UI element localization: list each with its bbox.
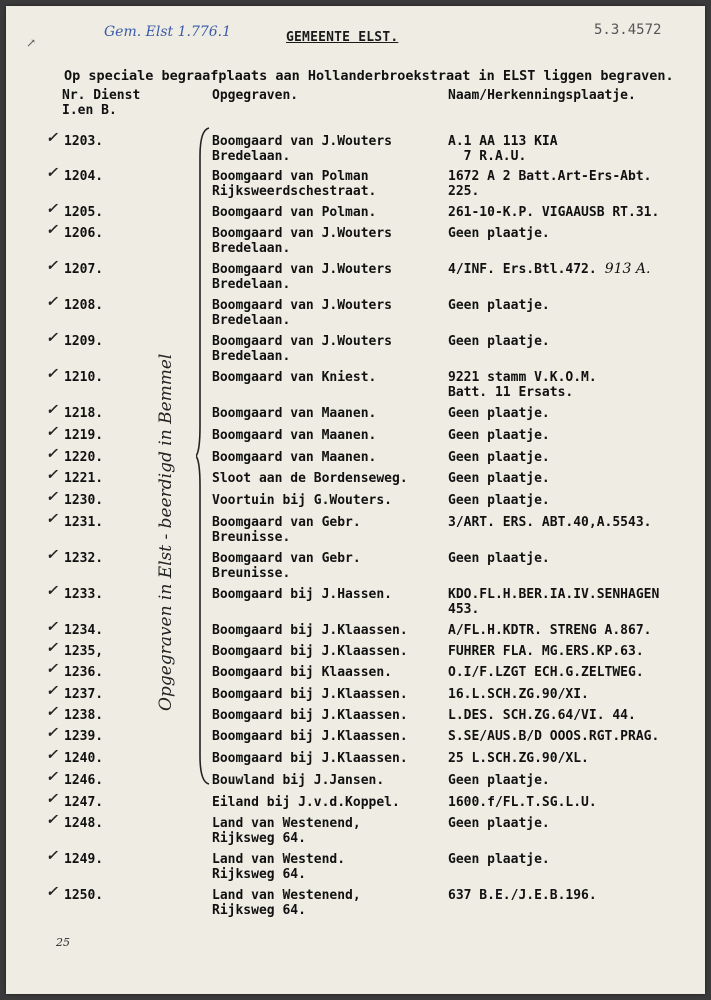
service-number: 1249. <box>64 852 104 867</box>
checkmark-icon: ✓ <box>46 402 58 418</box>
checkmark-icon: ✓ <box>46 222 58 238</box>
service-number: 1236. <box>64 665 104 680</box>
service-number: 1209. <box>64 334 104 349</box>
exhumation-location: Bouwland bij J.Jansen. <box>212 773 385 788</box>
subtitle: Op speciale begraafplaats aan Hollanderbroekstraat in ELST liggen begraven. <box>64 68 674 84</box>
checkmark-icon: ✓ <box>46 769 58 785</box>
identification-tag: Geen plaatje. <box>448 493 550 508</box>
checkmark-icon: ✓ <box>46 446 58 462</box>
identification-tag: KDO.FL.H.BER.IA.IV.SENHAGEN 453. <box>448 587 660 617</box>
checkmark-icon: ✓ <box>46 489 58 505</box>
checkmark-icon: ✓ <box>46 619 58 635</box>
exhumation-location: Boomgaard van Polman. <box>212 205 377 220</box>
exhumation-location: Boomgaard bij J.Klaassen. <box>212 687 408 702</box>
exhumation-location: Boomgaard bij J.Klaassen. <box>212 644 408 659</box>
service-number: 1221. <box>64 471 104 486</box>
service-number: 1203. <box>64 134 104 149</box>
checkmark-icon: ✓ <box>46 424 58 440</box>
page-footnote: 25 <box>56 936 70 949</box>
identification-tag: 25 L.SCH.ZG.90/XL. <box>448 751 589 766</box>
checkmark-icon: ✓ <box>46 683 58 699</box>
exhumation-location: Land van Westend. Rijksweg 64. <box>212 852 346 882</box>
service-number: 1233. <box>64 587 104 602</box>
header-location: Opgegraven. <box>212 88 299 103</box>
checkmark-icon: ✓ <box>46 747 58 763</box>
handwritten-note: 913 A. <box>604 261 651 277</box>
exhumation-location: Boomgaard van Polman Rijksweerdschestraat. <box>212 169 377 199</box>
checkmark-icon: ✓ <box>46 258 58 274</box>
service-number: 1204. <box>64 169 104 184</box>
service-number: 1219. <box>64 428 104 443</box>
service-number: 1247. <box>64 795 104 810</box>
identification-tag: S.SE/AUS.B/D OOOS.RGT.PRAG. <box>448 729 660 744</box>
identification-tag: Geen plaatje. <box>448 298 550 313</box>
service-number: 1232. <box>64 551 104 566</box>
exhumation-location: Boomgaard van Maanen. <box>212 428 377 443</box>
exhumation-location: Boomgaard van J.Wouters Bredelaan. <box>212 262 393 292</box>
identification-tag: Geen plaatje. <box>448 551 550 566</box>
exhumation-location: Boomgaard van J.Wouters Bredelaan. <box>212 134 393 164</box>
archive-annotation: Gem. Elst 1.776.1 <box>104 24 232 40</box>
checkmark-icon: ✓ <box>46 511 58 527</box>
service-number: 1231. <box>64 515 104 530</box>
exhumation-location: Boomgaard van Maanen. <box>212 406 377 421</box>
checkmark-icon: ✓ <box>46 640 58 656</box>
identification-tag: FUHRER FLA. MG.ERS.KP.63. <box>448 644 644 659</box>
header-nr: Nr. Dienst I.en B. <box>62 88 141 118</box>
checkmark-icon: ✓ <box>46 130 58 146</box>
service-number: 1250. <box>64 888 104 903</box>
service-number: 1207. <box>64 262 104 277</box>
exhumation-location: Boomgaard van Gebr. Breunisse. <box>212 551 361 581</box>
exhumation-location: Land van Westenend, Rijksweg 64. <box>212 816 361 846</box>
identification-tag: A.1 AA 113 KIA 7 R.A.U. <box>448 134 558 164</box>
service-number: 1237. <box>64 687 104 702</box>
checkmark-icon: ✓ <box>46 330 58 346</box>
exhumation-location: Boomgaard bij Klaassen. <box>212 665 393 680</box>
checkmark-icon: ✓ <box>46 547 58 563</box>
exhumation-location: Boomgaard van J.Wouters Bredelaan. <box>212 298 393 328</box>
document-page <box>6 6 705 994</box>
service-number: 1230. <box>64 493 104 508</box>
identification-tag: 4/INF. Ers.Btl.472. 913 A. <box>448 261 651 277</box>
exhumation-location: Boomgaard bij J.Hassen. <box>212 587 393 602</box>
service-number: 1218. <box>64 406 104 421</box>
exhumation-location: Sloot aan de Bordenseweg. <box>212 471 408 486</box>
checkmark-icon: ✓ <box>46 848 58 864</box>
service-number: 1205. <box>64 205 104 220</box>
checkmark-icon: ✓ <box>46 165 58 181</box>
identification-tag: L.DES. SCH.ZG.64/VI. 44. <box>448 708 636 723</box>
identification-tag: 16.L.SCH.ZG.90/XI. <box>448 687 589 702</box>
exhumation-location: Boomgaard bij J.Klaassen. <box>212 729 408 744</box>
exhumation-location: Boomgaard van J.Wouters Bredelaan. <box>212 334 393 364</box>
exhumation-location: Boomgaard van J.Wouters Bredelaan. <box>212 226 393 256</box>
service-number: 1248. <box>64 816 104 831</box>
service-number: 1206. <box>64 226 104 241</box>
identification-tag: 637 B.E./J.E.B.196. <box>448 888 597 903</box>
checkmark-icon: ✓ <box>46 201 58 217</box>
vertical-handwritten-note: Opgegraven in Elst - beerdigd in Bemmel <box>156 353 176 711</box>
checkmark-icon: ✓ <box>46 467 58 483</box>
inventory-number: 5.3.4572 <box>594 22 662 38</box>
exhumation-location: Boomgaard van Kniest. <box>212 370 377 385</box>
service-number: 1239. <box>64 729 104 744</box>
identification-tag: Geen plaatje. <box>448 471 550 486</box>
header-tag: Naam/Herkenningsplaatje. <box>448 88 636 103</box>
service-number: 1208. <box>64 298 104 313</box>
service-number: 1246. <box>64 773 104 788</box>
identification-tag: Geen plaatje. <box>448 334 550 349</box>
service-number: 1238. <box>64 708 104 723</box>
exhumation-location: Boomgaard bij J.Klaassen. <box>212 708 408 723</box>
identification-tag: 3/ART. ERS. ABT.40,A.5543. <box>448 515 652 530</box>
identification-tag: A/FL.H.KDTR. STRENG A.867. <box>448 623 652 638</box>
identification-tag: Geen plaatje. <box>448 773 550 788</box>
service-number: 1220. <box>64 450 104 465</box>
checkmark-icon: ✓ <box>46 884 58 900</box>
checkmark-icon: ✓ <box>46 366 58 382</box>
identification-tag: Geen plaatje. <box>448 450 550 465</box>
service-number: 1240. <box>64 751 104 766</box>
checkmark-icon: ✓ <box>46 661 58 677</box>
identification-tag: Geen plaatje. <box>448 816 550 831</box>
service-number: 1235, <box>64 644 104 659</box>
exhumation-location: Eiland bij J.v.d.Koppel. <box>212 795 400 810</box>
exhumation-location: Boomgaard van Gebr. Breunisse. <box>212 515 361 545</box>
checkmark-icon: ✓ <box>46 812 58 828</box>
checkmark-icon: ✓ <box>46 725 58 741</box>
corner-mark-icon: ↗ <box>26 36 37 50</box>
page-title: GEMEENTE ELST. <box>286 30 399 45</box>
exhumation-location: Voortuin bij G.Wouters. <box>212 493 393 508</box>
checkmark-icon: ✓ <box>46 791 58 807</box>
service-number: 1234. <box>64 623 104 638</box>
identification-tag: 1600.f/FL.T.SG.L.U. <box>448 795 597 810</box>
service-number: 1210. <box>64 370 104 385</box>
exhumation-location: Land van Westenend, Rijksweg 64. <box>212 888 361 918</box>
exhumation-location: Boomgaard bij J.Klaassen. <box>212 751 408 766</box>
checkmark-icon: ✓ <box>46 583 58 599</box>
identification-tag: Geen plaatje. <box>448 428 550 443</box>
exhumation-location: Boomgaard bij J.Klaassen. <box>212 623 408 638</box>
exhumation-location: Boomgaard van Maanen. <box>212 450 377 465</box>
curly-brace <box>196 126 210 786</box>
checkmark-icon: ✓ <box>46 294 58 310</box>
identification-tag: Geen plaatje. <box>448 852 550 867</box>
identification-tag: 261-10-K.P. VIGAAUSB RT.31. <box>448 205 660 220</box>
identification-tag: Geen plaatje. <box>448 406 550 421</box>
identification-tag: Geen plaatje. <box>448 226 550 241</box>
checkmark-icon: ✓ <box>46 704 58 720</box>
identification-tag: O.I/F.LZGT ECH.G.ZELTWEG. <box>448 665 644 680</box>
identification-tag: 1672 A 2 Batt.Art-Ers-Abt. 225. <box>448 169 652 199</box>
identification-tag: 9221 stamm V.K.O.M. Batt. 11 Ersats. <box>448 370 597 400</box>
